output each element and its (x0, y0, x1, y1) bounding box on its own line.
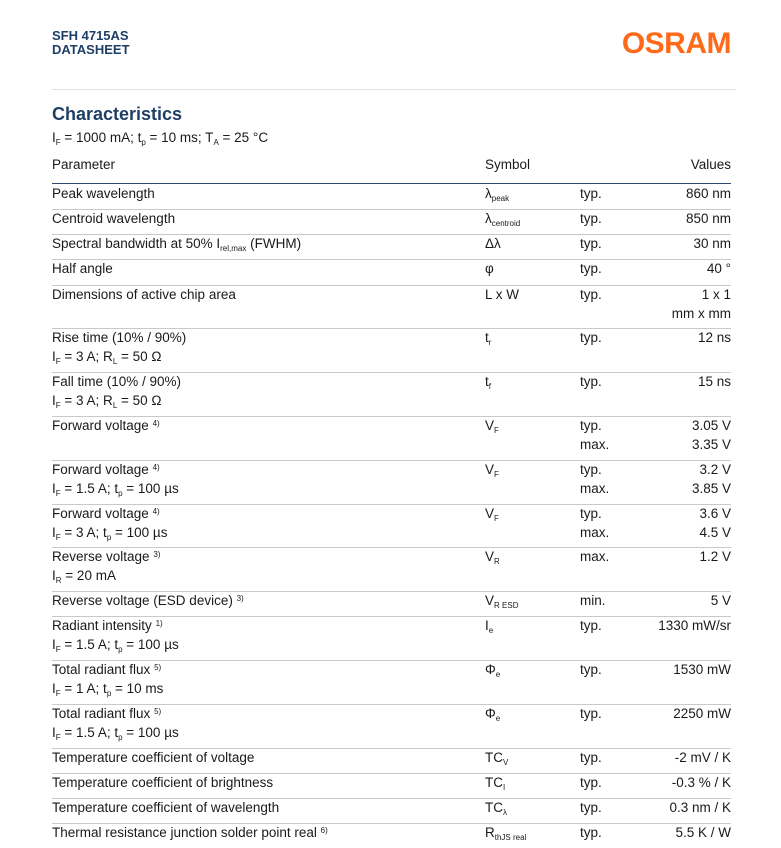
table-row (52, 591, 731, 617)
symbol-cell: $R_{thJS real}$ (485, 825, 527, 842)
value-type-cell: typ. (580, 287, 602, 302)
symbol-cell: $V_F$ (485, 418, 499, 435)
parameter-cell (52, 705, 179, 742)
symbol-cell: $V_{R ESD}$ (485, 593, 519, 610)
value-type-cell: typ. (580, 330, 602, 345)
table-row (52, 209, 731, 235)
parameter-cell (52, 329, 186, 366)
value-cell: 5.5 K / W (675, 825, 731, 840)
table-row (52, 616, 731, 661)
parameter-name: Forward voltage $^{4)}$ (52, 506, 160, 521)
value-type-cell: max. (580, 549, 610, 564)
table-row (52, 704, 731, 749)
value-type-cell: typ. (580, 211, 602, 226)
symbol-cell: $TC_V$ (485, 750, 509, 767)
table-row (52, 372, 731, 417)
table-row (52, 259, 731, 286)
value-type-cell: typ. (580, 825, 602, 840)
osram-logo: OSRAM (621, 27, 731, 60)
value-cell: 2250 mW (673, 706, 731, 721)
parameter-name: Radiant intensity $^{1)}$ (52, 618, 163, 633)
table-row (52, 285, 731, 329)
parameter-cell (52, 799, 279, 818)
parameter-cell (52, 774, 273, 793)
symbol-cell: $V_F$ (485, 506, 499, 523)
value-cell: 12 ns (697, 330, 731, 345)
value-type-cell: min. (580, 593, 606, 608)
parameter-name: Temperature coefficient of voltage (52, 750, 255, 765)
parameter-cell (52, 185, 155, 204)
value-type-cell: typ. (580, 618, 602, 633)
parameter-cell (52, 286, 236, 305)
header-divider (52, 89, 736, 90)
parameter-condition: $I_F = 1.5$ A; $t_p = 100$ µs (52, 636, 179, 654)
test-conditions: $I_F = 1000$ mA; $t_p = 10$ ms; $T_A = 25$ °C (52, 130, 269, 147)
document-type: DATASHEET (52, 42, 130, 57)
symbol-cell: $I_e$ (485, 618, 494, 635)
parameter-name: Rise time (10% / 90%) (52, 330, 187, 345)
parameter-name: Forward voltage $^{4)}$ (52, 462, 160, 477)
value-cell: 3.05 V 3.35 V (691, 418, 731, 452)
parameter-cell (52, 505, 167, 542)
table-row (52, 416, 731, 461)
value-cell: -0.3 % / K (671, 775, 731, 790)
value-type-cell: typ. (580, 236, 602, 251)
symbol-cell: L x W (485, 287, 520, 302)
value-cell: 40 ° (706, 261, 731, 276)
value-type-cell: typ. (580, 374, 602, 389)
parameter-cell (52, 824, 328, 843)
table-row (52, 748, 731, 774)
parameter-name: Fall time (10% / 90%) (52, 374, 182, 389)
symbol-cell: φ (485, 261, 494, 276)
symbol-cell: $TC_\lambda$ (485, 800, 507, 817)
parameter-cell (52, 661, 163, 698)
symbol-cell: $\Phi_e$ (485, 706, 501, 723)
value-type-cell: typ. (580, 750, 602, 765)
parameter-cell (52, 461, 179, 498)
parameter-cell (52, 260, 113, 279)
value-cell: 3.2 V 3.85 V (691, 462, 731, 496)
parameter-name: Peak wavelength (52, 186, 155, 201)
value-type-cell: typ. (580, 186, 602, 201)
value-cell: 860 nm (685, 186, 731, 201)
document-header (52, 29, 130, 57)
parameter-condition: $I_F = 1.5$ A; $t_p = 100$ µs (52, 724, 179, 742)
table-row (52, 460, 731, 505)
value-cell: 1530 mW (673, 662, 731, 677)
parameter-cell (52, 373, 181, 410)
symbol-cell: Δλ (485, 236, 501, 251)
value-cell: 15 ns (697, 374, 731, 389)
symbol-cell: $\lambda_{centroid}$ (485, 211, 521, 228)
value-type-cell: typ. max. (580, 462, 610, 496)
table-row (52, 234, 731, 260)
value-cell: 1330 mW/sr (658, 618, 731, 633)
header-symbol: Symbol (485, 157, 531, 172)
parameter-name: Half angle (52, 261, 113, 276)
parameter-condition: $I_F = 3$ A; $t_p = 100$ µs (52, 524, 168, 542)
parameter-name: Temperature coefficient of wavelength (52, 800, 280, 815)
table-row (52, 660, 731, 705)
header-parameter: Parameter (52, 157, 116, 172)
symbol-cell: $\Phi_e$ (485, 662, 501, 679)
parameter-name: Centroid wavelength (52, 211, 176, 226)
value-cell: -2 mV / K (674, 750, 731, 765)
value-type-cell: typ. max. (580, 506, 610, 540)
parameter-cell (52, 210, 175, 229)
table-row (52, 823, 731, 848)
value-cell: 850 nm (685, 211, 731, 226)
parameter-cell (52, 548, 160, 585)
parameter-cell (52, 235, 301, 254)
parameter-cell (52, 592, 244, 611)
parameter-name: Dimensions of active chip area (52, 287, 236, 302)
parameter-name: Reverse voltage (ESD device) $^{3)}$ (52, 593, 244, 608)
value-type-cell: typ. (580, 662, 602, 677)
symbol-cell: $V_R$ (485, 549, 500, 566)
symbol-cell: $V_F$ (485, 462, 499, 479)
table-row (52, 184, 731, 210)
section-title: Characteristics (52, 104, 183, 124)
table-header (52, 156, 731, 184)
parameter-cell (52, 749, 254, 768)
header-values: Values (690, 157, 731, 172)
parameter-condition: $I_F = 3$ A; $R_L = 50$ Ω (52, 348, 162, 366)
symbol-cell: $TC_I$ (485, 775, 506, 792)
value-cell: 1 x 1 mm x mm (671, 287, 731, 321)
table-row (52, 798, 731, 824)
parameter-name: Temperature coefficient of brightness (52, 775, 274, 790)
value-type-cell: typ. max. (580, 418, 610, 452)
symbol-cell: $t_f$ (485, 374, 491, 391)
table-row (52, 773, 731, 799)
table-row (52, 328, 731, 373)
parameter-name: Total radiant flux $^{5)}$ (52, 706, 162, 721)
table-row (52, 504, 731, 548)
parameter-condition: $I_F = 1.5$ A; $t_p = 100$ µs (52, 480, 179, 498)
value-type-cell: typ. (580, 261, 602, 276)
parameter-name: Spectral bandwidth at 50% $I_{rel,max}$ (FWHM) (52, 236, 302, 253)
symbol-cell: $t_r$ (485, 330, 492, 347)
symbol-cell: $\lambda_{peak}$ (485, 186, 510, 203)
value-type-cell: typ. (580, 775, 602, 790)
parameter-name: Total radiant flux $^{5)}$ (52, 662, 162, 677)
table-row (52, 547, 731, 592)
parameter-condition: $I_F = 1$ A; $t_p = 10$ ms (52, 680, 164, 698)
parameter-cell (52, 417, 160, 436)
parameter-name: Forward voltage $^{4)}$ (52, 418, 160, 433)
parameter-condition: $I_F = 3$ A; $R_L = 50$ Ω (52, 392, 162, 410)
value-cell: 3.6 V 4.5 V (699, 506, 731, 540)
parameter-name: Thermal resistance junction solder point real $^{6)}$ (52, 825, 328, 840)
value-type-cell: typ. (580, 800, 602, 815)
value-cell: 0.3 nm / K (669, 800, 731, 815)
parameter-cell (52, 617, 179, 654)
value-cell: 1.2 V (699, 549, 731, 564)
product-name: SFH 4715AS (52, 28, 129, 43)
value-cell: 5 V (710, 593, 731, 608)
parameter-condition: $I_R = 20$ mA (52, 567, 116, 585)
value-type-cell: typ. (580, 706, 602, 721)
value-cell: 30 nm (693, 236, 731, 251)
parameter-name: Reverse voltage $^{3)}$ (52, 549, 161, 564)
